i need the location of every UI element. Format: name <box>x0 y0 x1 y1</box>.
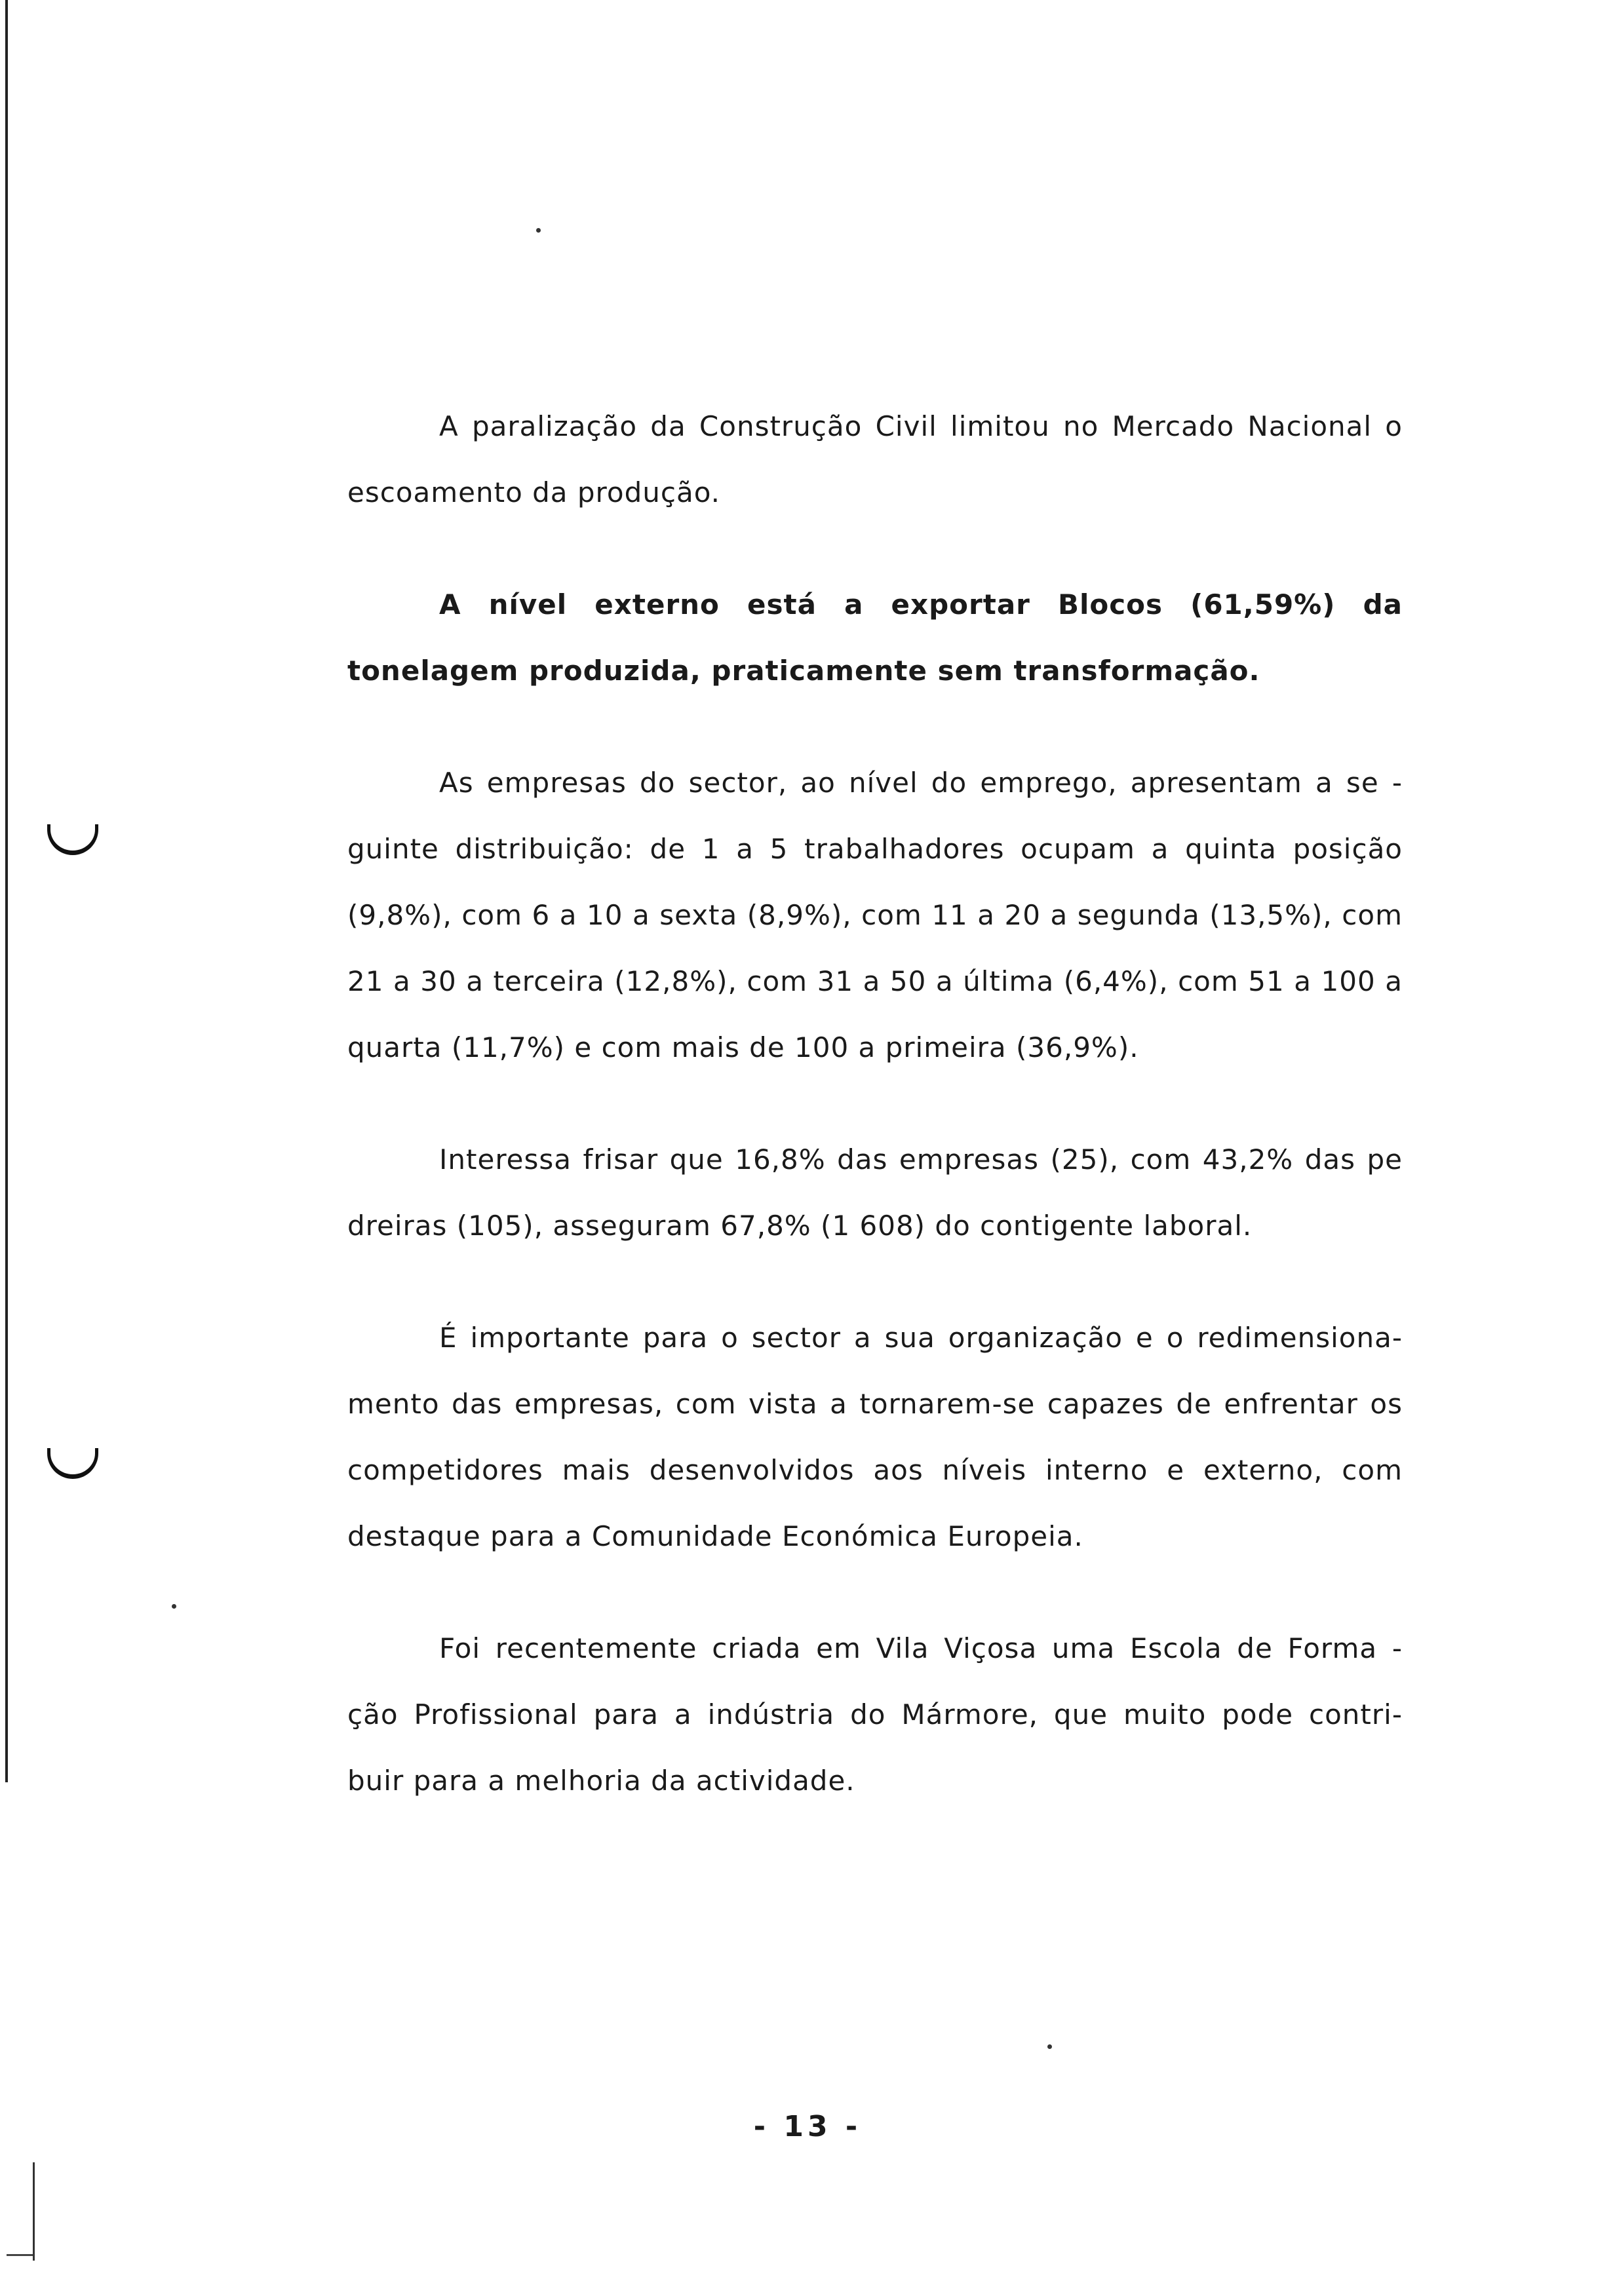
paragraph-5: É importante para o sector a sua organização e o redimensiona- mento das empresas, com vista a tornarem-se capazes de enfrentar os competidores mais desenvolvidos aos níveis interno e externo, com destaque para a Comunidade Económica Europeia. <box>347 1322 1403 1552</box>
page-number: - 13 - <box>753 2110 862 2143</box>
paragraph-2: A nível externo está a exportar Blocos (61,59%) da tonelagem produzida, praticamente sem transformação. <box>347 588 1403 687</box>
paragraph-1: A paralização da Construção Civil limitou no Mercado Nacional o escoamento da produção. <box>347 410 1403 508</box>
scan-speck <box>1047 2044 1052 2049</box>
paragraph-4: Interessa frisar que 16,8% das empresas (25), com 43,2% das pe dreiras (105), asseguram 67,8% (1 608) do contigente laboral. <box>347 1143 1403 1242</box>
scan-edge-mark <box>33 2162 35 2261</box>
scan-left-edge-line <box>5 0 8 1782</box>
punch-hole-mark <box>47 824 98 855</box>
punch-hole-mark <box>47 1448 98 1479</box>
paragraph-6: Foi recentemente criada em Vila Viçosa uma Escola de Forma - ção Profissional para a indústria do Mármore, que muito pode contri- buir para a melhoria da actividade. <box>347 1632 1403 1797</box>
scan-edge-mark <box>7 2254 33 2256</box>
paragraph-3: As empresas do sector, ao nível do emprego, apresentam a se - guinte distribuição: de 1 a 5 trabalhadores ocupam a quinta posição (9,8%), com 6 a 10 a sexta (8,9%), com 11 a 20 a segunda (13,5%), com 21 a 30 a terceira (12,8%), com 31 a 50 a última (6,4%), com 51 a 100 a quarta (11,7%) e com mais de 100 a primeira (36,9%). <box>347 767 1403 1063</box>
scan-speck <box>172 1604 176 1609</box>
document-body <box>347 393 1403 1860</box>
scan-speck <box>536 228 541 233</box>
